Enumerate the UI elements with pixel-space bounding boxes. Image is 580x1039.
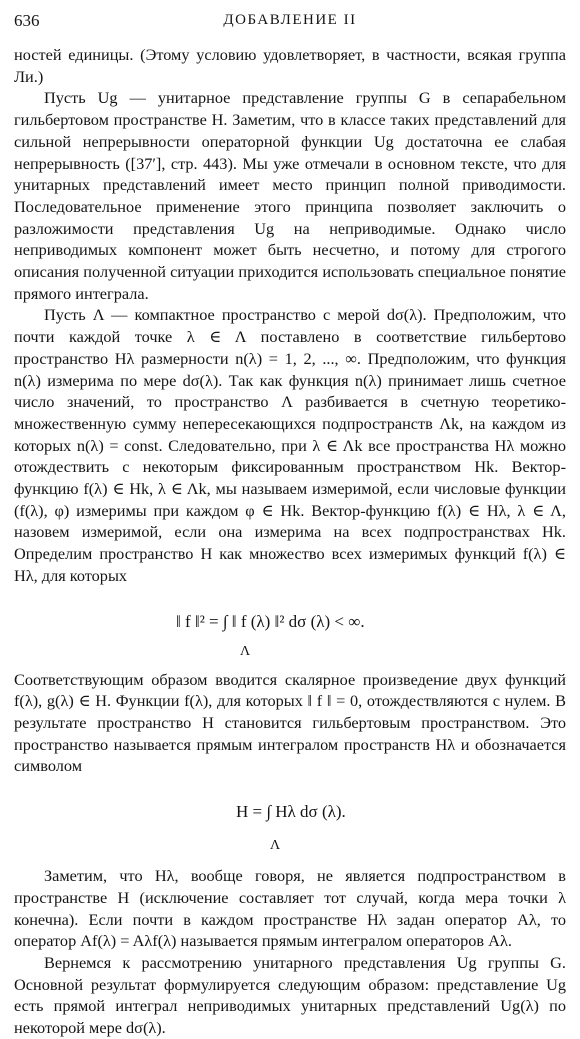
norm-formula-limit: Λ bbox=[240, 643, 251, 659]
page-header bbox=[14, 10, 566, 34]
paragraph-4: Соответствующим образом вводится скалярное произведение двух функций f(λ), g(λ) ∈ H. Функции f(λ), для которых ‖ f ‖ = 0, отождествляются с нулем. В результате пространство H становится гильбертовым пространством. Это пространство называется прямым интегралом пространств Hλ и обозначается символом bbox=[14, 669, 566, 776]
page-number: 636 bbox=[14, 11, 40, 30]
paragraph-3: Пусть Λ — компактное пространство с мерой dσ(λ). Предположим, что почти каждой точке λ ∈ Λ поставлено в соответствие гильбертово пространство Hλ размерности n(λ) = 1, 2, ..., ∞. Предположим, что функция n(λ) измерима по мере dσ(λ). Так как функция n(λ) принимает лишь счетное число значений, то пространство Λ разбивается в счетную теоретико-множественную сумму непересекающихся подпространств Λk, на каждом из которых n(λ) = const. Следовательно, при λ ∈ Λk все пространства Hλ можно отождествить с некоторым фиксированным пространством Hk. Вектор-функцию f(λ) ∈ Hk, λ ∈ Λk, мы называем измеримой, если числовые функции (f(λ), φ) измеримы при каждом φ ∈ Hk. Вектор-функцию f(λ) ∈ Hλ, λ ∈ Λ, назовем измеримой, если она измерима на всех подпространствах Hk. Определим пространство H как множество всех измеримых функций f(λ) ∈ Hλ, для которых bbox=[14, 305, 566, 585]
direct-integral-formula bbox=[14, 781, 566, 865]
paragraph-1: ностей единицы. (Этому условию удовлетворяет, в частности, всякая группа Ли.) bbox=[14, 45, 566, 86]
paragraph-2: Пусть Ug — унитарное представление группы G в сепарабельном гильбертовом пространстве H. Заметим, что в классе таких представлений для сильной непрерывности операторной функции Ug достаточна ее слабая непрерывность ([37′], стр. 443). Мы уже отмечали в основном тексте, что для унитарных представлений имеет место принцип полной приводимости. Последовательное применение этого принципа позволяет заключить о разложимости представления Ug на неприводимые. Однако число неприводимых компонент может быть несчетно, и потому для строгого описания полученной ситуации приходится использовать специальное понятие прямого интеграла. bbox=[14, 88, 566, 303]
paragraph-6: Вернемся к рассмотрению унитарного представления Ug группы G. Основной результат формулируется следующим образом: представление Ug есть прямой интеграл неприводимых унитарных представлений Ug(λ) по некоторой мере dσ(λ). bbox=[14, 952, 566, 1038]
direct-integral-formula-limit: Λ bbox=[270, 838, 281, 854]
norm-formula bbox=[14, 591, 566, 669]
norm-formula-text: ‖ f ‖² = ∫ ‖ f (λ) ‖² dσ (λ) < ∞. bbox=[176, 611, 365, 631]
direct-integral-formula-text: H = ∫ Hλ dσ (λ). bbox=[236, 802, 346, 822]
running-title: ДОБАВЛЕНИЕ II bbox=[223, 12, 357, 28]
paragraph-5: Заметим, что Hλ, вообще говоря, не является подпространством в пространстве H (исключение составляет тот случай, когда мера точки λ конечна). Если почти в каждом пространстве Hλ задан оператор Aλ, то оператор Af(λ) = Aλf(λ) называется прямым интегралом операторов Aλ. bbox=[14, 866, 566, 951]
